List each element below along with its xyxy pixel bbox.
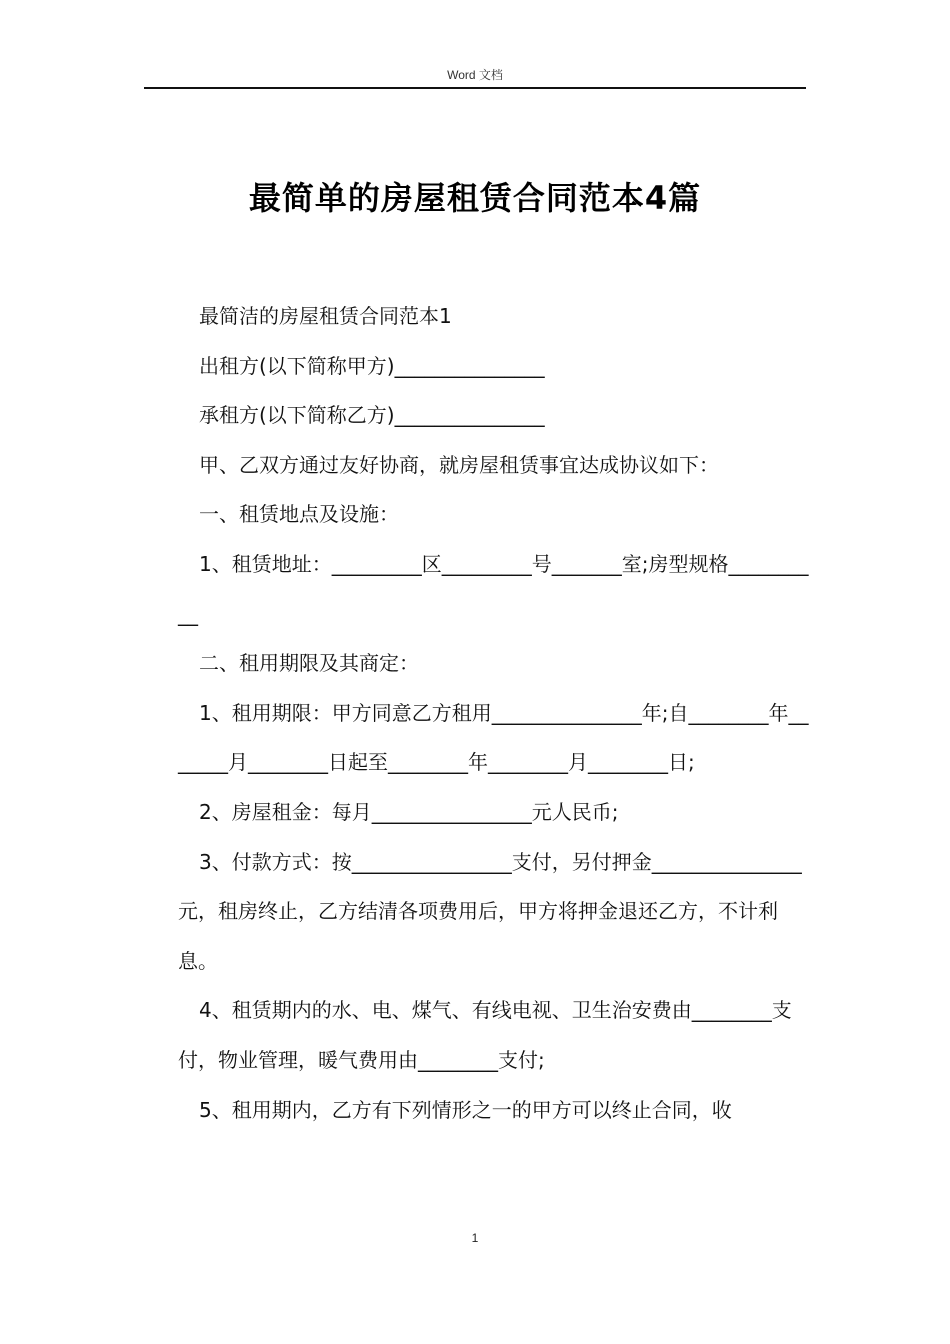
document-body — [178, 292, 810, 1135]
clause-term: 1、租用期限：甲方同意乙方租用_______________年;自________年_______月________日起至________年________月________日; — [178, 700, 809, 775]
lessee-line: 承租方(以下简称乙方)_______________ — [199, 403, 545, 428]
clause-heading-term: 二、租用期限及其商定： — [199, 651, 419, 676]
page-number: 1 — [471, 1231, 479, 1245]
clause-termination: 5、租用期内，乙方有下列情形之一的甲方可以终止合同，收 — [199, 1097, 732, 1122]
clause-heading-location: 一、租赁地点及设施： — [199, 502, 399, 527]
page-header: Word 文档 — [447, 68, 503, 82]
clause-rent: 2、房屋租金：每月________________元人民币; — [199, 799, 619, 824]
agreement-intro: 甲、乙双方通过友好协商，就房屋租赁事宜达成协议如下： — [199, 452, 719, 477]
section-heading: 最简洁的房屋租赁合同范本1 — [199, 304, 452, 328]
clause-address: 1、租赁地址：_________区_________号_______室;房型规格__________ — [178, 551, 809, 626]
document-title: 最简单的房屋租赁合同范本4篇 — [248, 179, 702, 218]
lessor-line: 出租方(以下简称甲方)_______________ — [199, 353, 545, 378]
clause-utilities: 4、租赁期内的水、电、煤气、有线电视、卫生治安费由________支付，物业管理，暖气费用由________支付; — [178, 998, 792, 1072]
header-divider — [144, 87, 806, 89]
clause-payment: 3、付款方式：按________________支付，另付押金_______________元，租房终止，乙方结清各项费用后，甲方将押金退还乙方，不计利息。 — [178, 849, 802, 973]
